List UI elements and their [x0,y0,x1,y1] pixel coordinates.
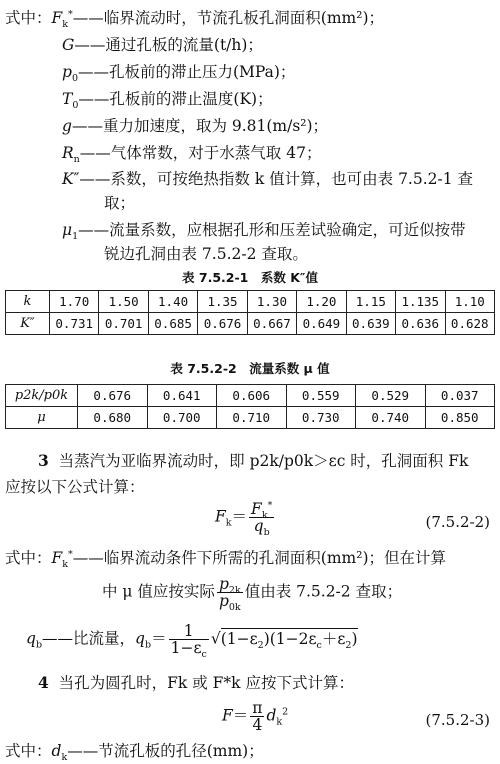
fk-star-description-2b: 值由表 7.5.2-2 查取； [244,582,403,601]
table-row [6,313,495,335]
table-cell: 0.676 [198,313,247,335]
t0-description: ——孔板前的滞止温度(K)； [78,90,273,108]
def-p0: $p_0——$孔板前的滞止压力(MPa)； [62,63,296,85]
table-cell: 1.15 [346,291,395,313]
table-cell: 0.685 [148,313,197,335]
row-label-ratio: p2k/p0k [6,385,78,407]
definition-prefix: 式中： [5,742,52,760]
fk-star-description: ——临界流动条件下所需的孔洞面积(mm²)；但在计算 [72,549,447,567]
def-mu1: $\mu_1——$流量系数，应根据孔形和压差试验确定，可近似按带 [62,221,466,243]
table-cell: 0.710 [217,407,287,429]
table-cell: 1.70 [50,291,99,313]
equation-7-5-2-2: $F_k=$ $\frac{F_k^*}{q_b}$ [215,499,273,539]
definition-prefix: 式中： [5,549,52,567]
def-kpp-cont [104,193,135,213]
row-label-k: k [6,291,50,313]
fk-description: ——临界流动时，节流孔板孔洞面积(mm²)； [72,9,385,27]
table-cell: 0.701 [99,313,148,335]
para3-line2: 应按以下公式计算： [5,478,145,496]
def-t0: $T_0——$孔板前的滞止温度(K)； [62,90,273,112]
qb-description: ——比流量， [42,629,136,648]
equation-7-5-2-3: F＝ $\frac{\pi}{4}$ $d_k^2$ [222,699,289,734]
table-7-5-2-2 [5,384,495,429]
table-7-5-2-1 [5,290,495,335]
para4-number: 4 [38,673,49,692]
table-cell: 0.628 [445,313,495,335]
table1-caption: 表 7.5.2-1 系数 K″值 [182,270,318,285]
def-kpp: K″——系数，可按绝热指数 k 值计算，也可由表 7.5.2-1 查 [62,170,474,188]
table-cell: 0.676 [78,385,148,407]
table-cell: 0.730 [286,407,356,429]
para3-line1 [38,451,468,471]
def-fk-star: 式中：$F_k^*——$临界流动条件下所需的孔洞面积(mm²)；但在计算 [5,548,447,571]
table-cell: 0.641 [147,385,217,407]
def-fk: 式中：$F_k^*——$临界流动时，节流孔板孔洞面积(mm²)； [5,8,385,31]
table-cell: 1.20 [297,291,346,313]
table-cell: 1.35 [198,291,247,313]
table-cell: 1.40 [148,291,197,313]
def-gacc: g——重力加速度，取为 9.81(m/s²)； [62,117,329,135]
table-cell: 1.10 [445,291,495,313]
def-rn: $R_n——$气体常数，对于水蒸气取 47； [62,144,322,166]
mu1-description-2: 锐边孔洞由表 7.5.2-2 查取。 [104,245,308,263]
para3-text-1: 当蒸汽为亚临界流动时，即 p2k/p0k＞εc 时，孔洞面积 Fk [58,452,469,470]
fk-star-description-2a: 中 μ 值应按实际 [102,582,215,601]
table-cell: 0.559 [286,385,356,407]
def-mu1-cont [104,244,308,264]
table-cell: 0.649 [297,313,346,335]
kpp-description-2: 取； [104,194,136,212]
def-qb: $q_b——$比流量，$q_b=$ $\frac{1}{1-\varepsilon_c}$ $√(1-\varepsilon_2)(1-2\varepsilon_c+\varepsilon_2)$ [26,622,358,661]
table-cell: 0.667 [247,313,296,335]
mu1-description-1: ——流量系数，应根据孔形和压差试验确定，可近似按带 [78,221,466,239]
rn-description: ——气体常数，对于水蒸气取 47； [79,144,322,162]
g-description: ——通过孔板的流量(t/h)； [74,36,263,54]
para4-text: 当孔为圆孔时，Fk 或 F*k 应按下式计算： [58,674,354,692]
table-cell: 0.850 [425,407,495,429]
table-cell: 0.529 [356,385,426,407]
gacc-description: ——重力加速度，取为 9.81(m/s²)； [71,117,329,135]
table-cell: 0.731 [50,313,99,335]
table-cell: 0.636 [396,313,445,335]
table-row [6,407,495,429]
table-row [6,291,495,313]
def-fk-star-cont: 中 μ 值应按实际 $\frac{p_{2k}}{p_{0k}}$ 值由表 7.5.2-2 查取； [102,575,403,614]
table-cell: 0.700 [147,407,217,429]
kpp-description-1: ——系数，可按绝热指数 k 值计算，也可由表 7.5.2-1 查 [79,170,474,188]
p0-description: ——孔板前的滞止压力(MPa)； [77,63,296,81]
table-row [6,385,495,407]
def-g: G——通过孔板的流量(t/h)； [62,36,263,54]
definition-prefix: 式中： [5,9,52,27]
table-cell: 1.50 [99,291,148,313]
table2-caption: 表 7.5.2-2 流量系数 μ 值 [170,361,330,376]
equation-number-2: (7.5.2-2) [425,513,490,531]
table-cell: 1.135 [396,291,445,313]
para3-number: 3 [38,451,49,470]
def-dk: 式中：$d_k——$节流孔板的孔径(mm)； [5,742,264,764]
para4-line1 [38,673,354,693]
table-cell: 0.740 [356,407,426,429]
table-cell: 0.639 [346,313,395,335]
table-cell: 0.680 [78,407,148,429]
row-label-mu: μ [6,407,78,429]
table-cell: 0.606 [217,385,287,407]
table-cell: 1.30 [247,291,296,313]
dk-description: ——节流孔板的孔径(mm)； [67,742,264,760]
table-cell: 0.037 [425,385,495,407]
equation-number-3: (7.5.2-3) [425,711,490,729]
row-label-kpp: K″ [6,313,50,335]
